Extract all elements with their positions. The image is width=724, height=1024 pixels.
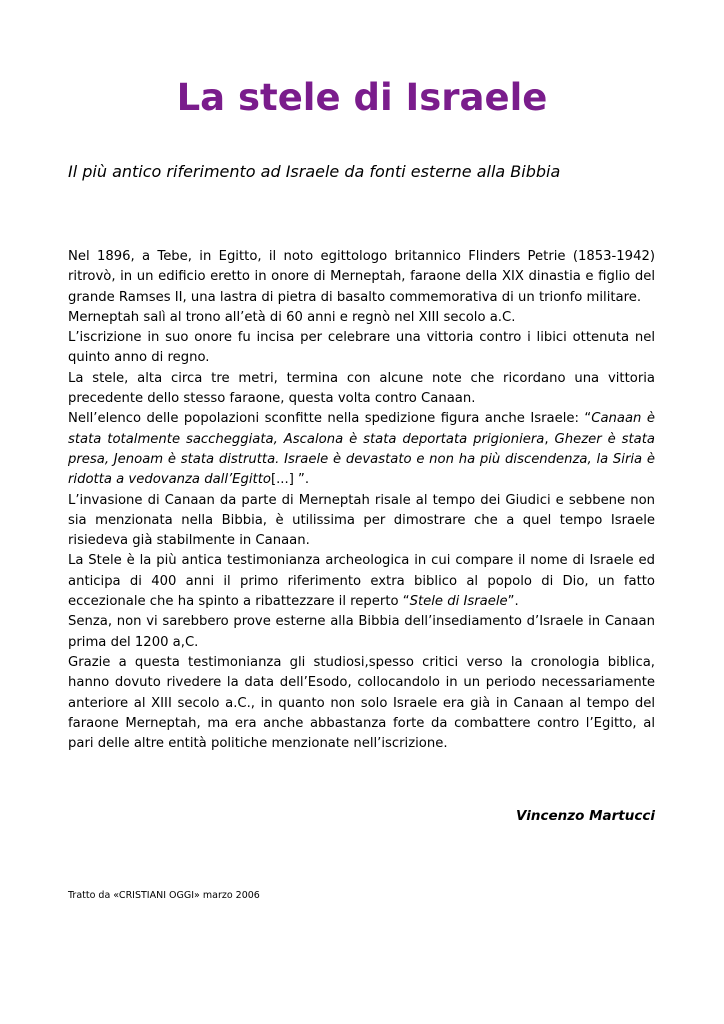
paragraph-invasion: L’invasione di Canaan da parte di Merneptah risale al tempo dei Giudici e sebbene non sia menzionata nella Bibbia, è utilissima per dimostrare che a quel tempo Israele risiedeva già stabilmente in Canaan.	[68, 492, 655, 549]
author-signature: Vincenzo Martucci	[516, 808, 655, 824]
oldest-testimony-intro: La Stele è la più antica testimonianza archeologica in cui compare il nome di Israele ed anticipa di 400 anni il primo riferimento extra biblico al popolo di Dio, un fatto eccezionale che ha spinto a ribattezzare il reperto “	[68, 553, 655, 610]
paragraph-no-proof: Senza, non vi sarebbero prove esterne alla Bibbia dell’insediamento d’Israele in Canaan prima del 1200 a,C.	[68, 614, 655, 650]
paragraph-inscription: L’iscrizione in suo onore fu incisa per celebrare una vittoria contro i libici ottenuta nel quinto anno di regno.	[68, 330, 655, 366]
stele-name: Stele di Israele	[409, 594, 508, 610]
paragraph-oldest-testimony	[68, 551, 655, 612]
stele-quote-part-b: Ghezer è stata presa, Jenoam è stata distrutta. Israele è devastato e non ha più discendenza, la Siria è ridotta a vedovanza dall’Egitto	[68, 431, 655, 488]
subtitle: Il più antico riferimento ad Israele da fonti esterne alla Bibbia	[68, 162, 561, 181]
paragraph-israel-mention	[68, 409, 655, 490]
article-body	[68, 247, 655, 754]
oldest-testimony-end: ”.	[507, 594, 519, 610]
paragraph-exodus-dating: Grazie a questa testimonianza gli studiosi,spesso critici verso la cronologia biblica, hanno dovuto rivedere la data dell’Esodo, collocandolo in un periodo necessariamente anteriore al XIII secolo a.C., in quanto non solo Israele era già in Canaan al tempo del faraone Merneptah, ma era anche abbastanza forte da combattere contro l’Egitto, al pari delle altre entità politiche menzionate nell’iscrizione.	[68, 654, 655, 752]
paragraph-discovery: Nel 1896, a Tebe, in Egitto, il noto egittologo britannico Flinders Petrie (1853-1942) ritrovò, in un edificio eretto in onore di Merneptah, faraone della XIX dinastia e figlio del grande Ramses II, una lastra di pietra di basalto commemorativa di un trionfo militare.	[68, 249, 655, 305]
source-note: Tratto da «CRISTIANI OGGI» marzo 2006	[68, 890, 260, 901]
israel-mention-intro: Nell’elenco delle popolazioni sconfitte nella spedizione figura anche Israele: “	[68, 411, 592, 427]
quote-separator: ,	[544, 431, 555, 447]
quote-ellipsis: [...] ”.	[270, 472, 310, 488]
page-title: La stele di Israele	[176, 76, 548, 119]
stele-quote-part-a: Canaan è stata totalmente saccheggiata, Ascalona è stata deportata prigioniera	[68, 411, 655, 447]
paragraph-stele-description: La stele, alta circa tre metri, termina con alcune note che ricordano una vittoria precedente dello stesso faraone, questa volta contro Canaan.	[68, 370, 655, 407]
paragraph-merneptah-reign: Merneptah salì al trono all’età di 60 anni e regnò nel XIII secolo a.C.	[68, 309, 516, 325]
